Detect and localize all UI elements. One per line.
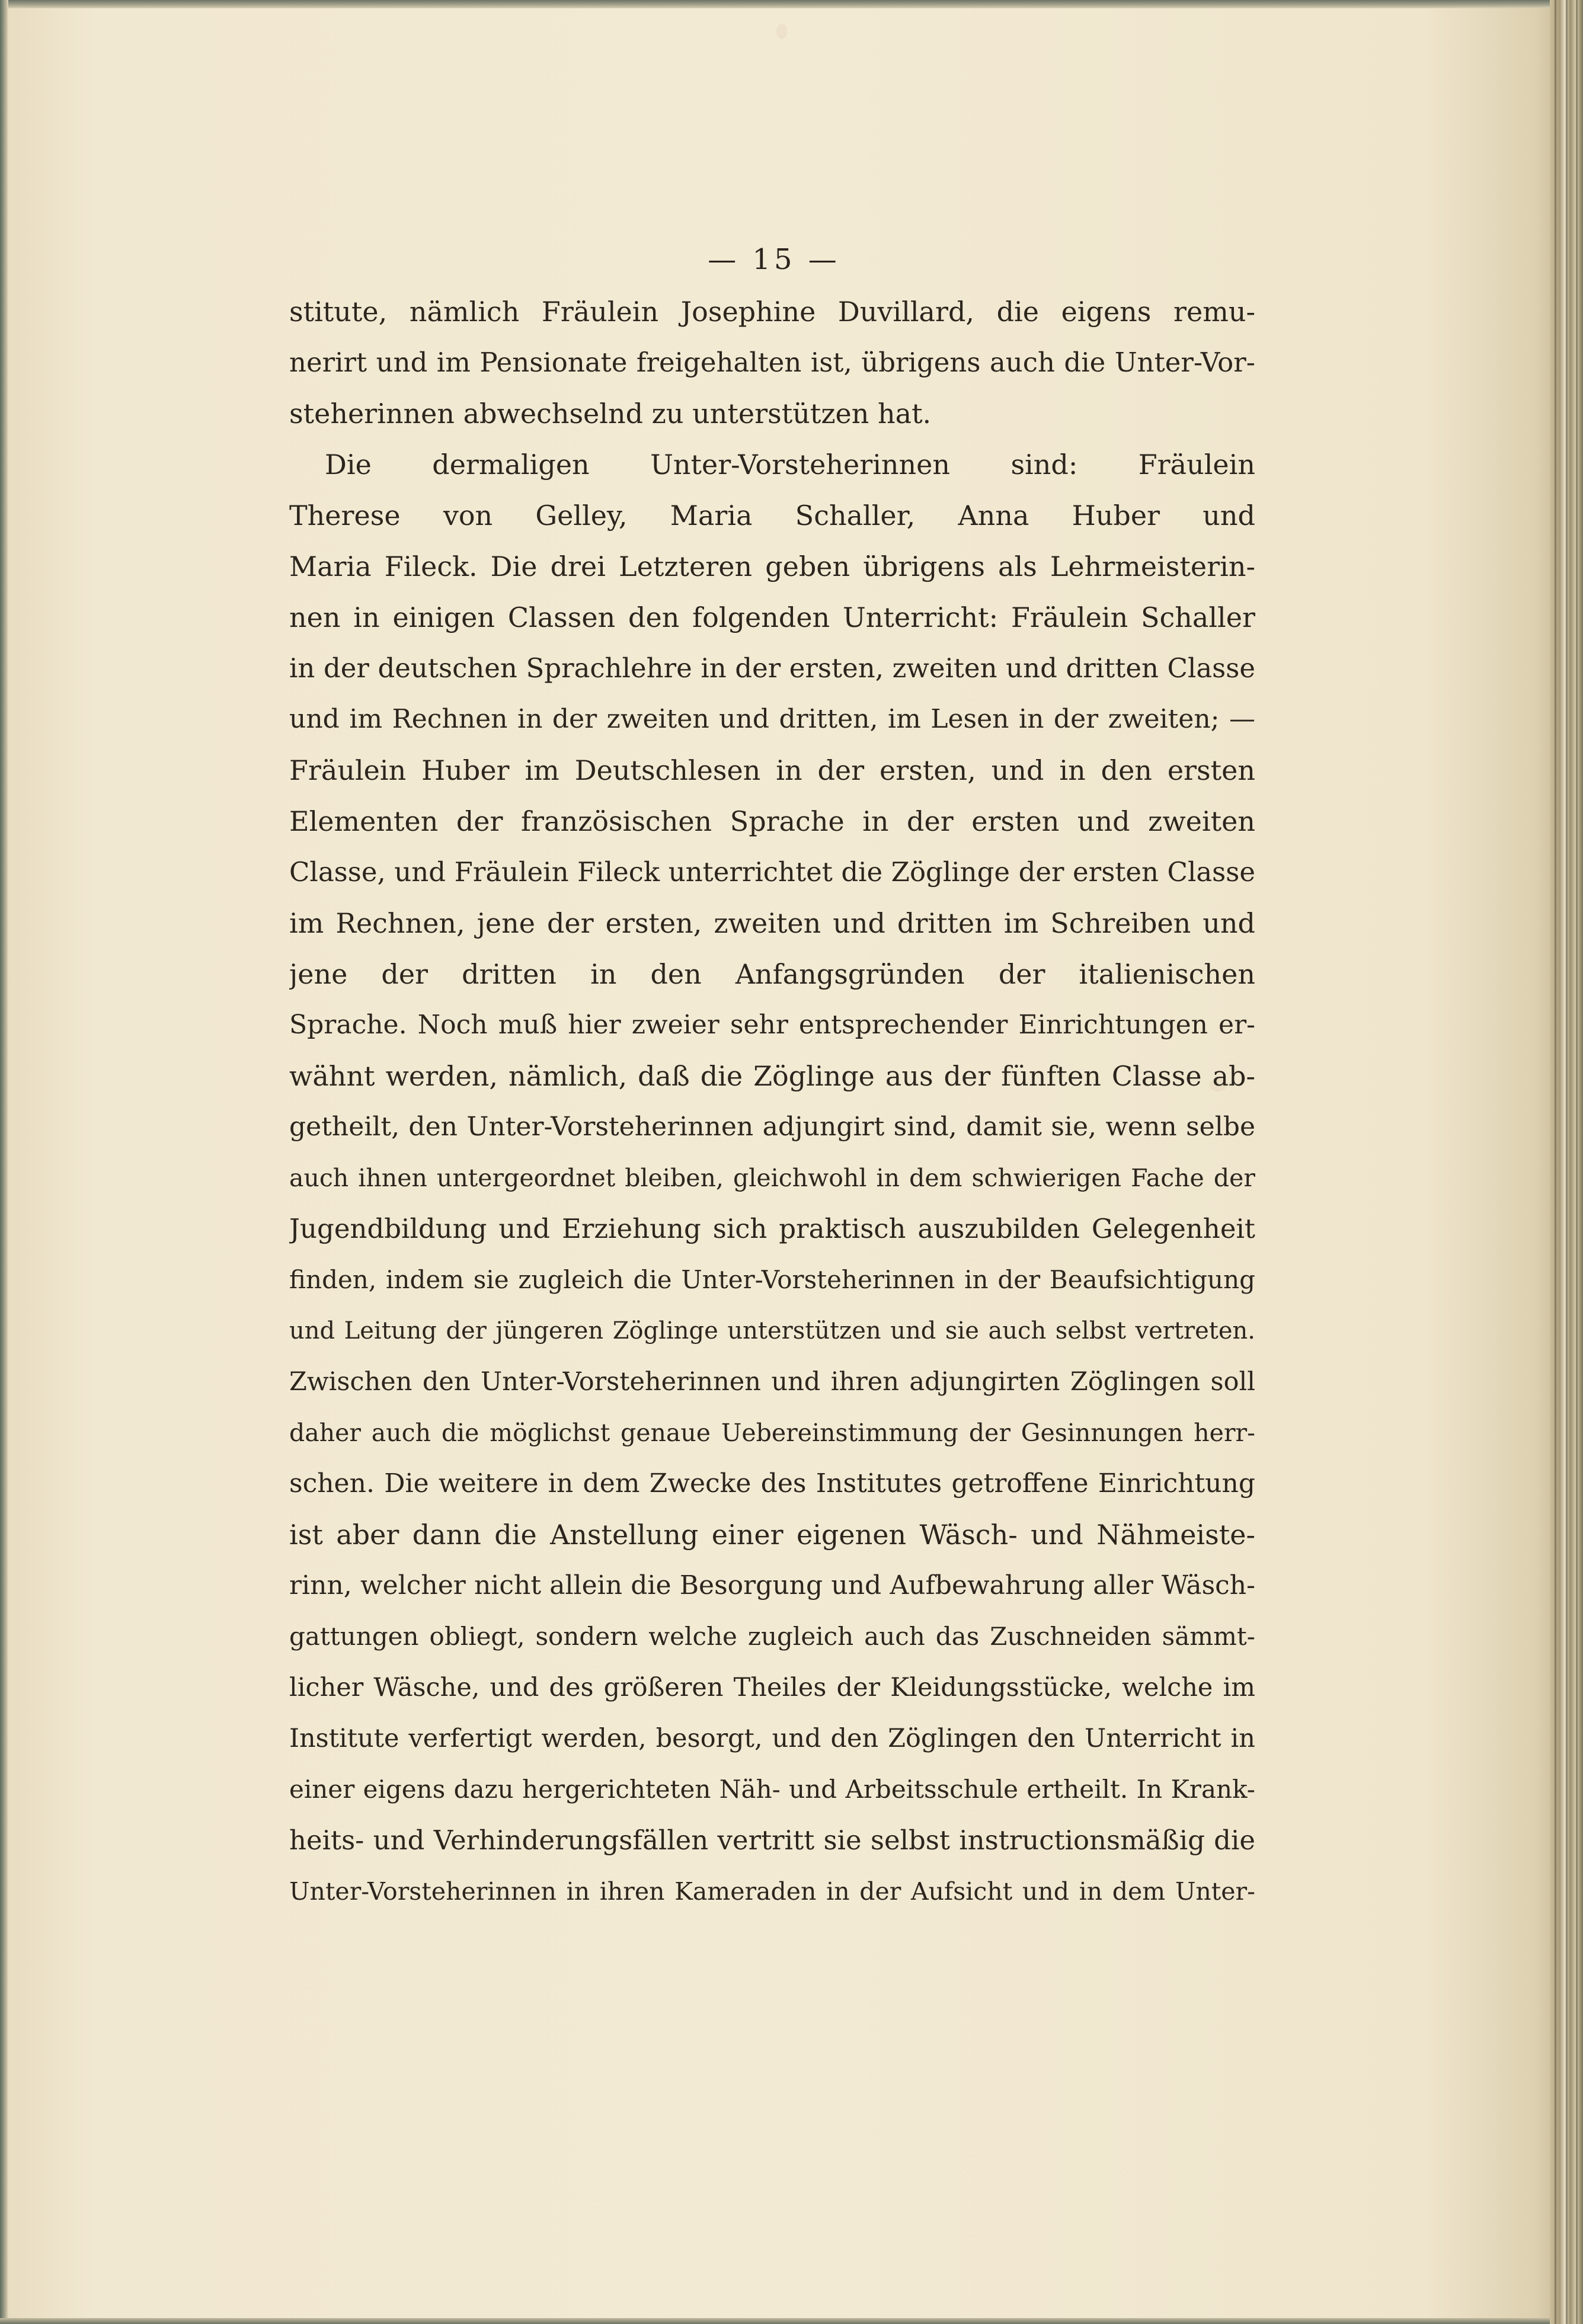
text-line: stitute, nämlich Fräulein Josephine Duvillard, die eigens remu-: [289, 296, 1255, 328]
text-line: daher auch die möglichst genaue Uebereinstimmung der Gesinnungen herr-: [289, 1419, 1255, 1447]
text-line: steherinnen abwechselnd zu unterstützen hat.: [289, 398, 932, 430]
text-line: Jugendbildung und Erziehung sich praktisch auszubilden Gelegenheit: [289, 1213, 1255, 1244]
text-line: und im Rechnen in der zweiten und dritten, im Lesen in der zweiten; —: [289, 704, 1255, 734]
binding-edge-bottom: [0, 2318, 1583, 2324]
text-line: Therese von Gelley, Maria Schaller, Anna Huber und: [289, 500, 1255, 532]
gutter-line: [1566, 0, 1568, 2324]
text-line: nerirt und im Pensionate freigehalten ist, übrigens auch die Unter-Vor-: [289, 347, 1255, 378]
book-gutter: [1550, 0, 1583, 2324]
text-line: Sprache. Noch muß hier zweier sehr entsprechender Einrichtungen er-: [289, 1010, 1255, 1040]
gutter-line: [1576, 0, 1578, 2324]
text-line: und Leitung der jüngeren Zöglinge unterstützen und sie auch selbst vertreten.: [289, 1317, 1255, 1345]
text-line: im Rechnen, jene der ersten, zweiten und dritten im Schreiben und: [289, 907, 1255, 939]
text-line: schen. Die weitere in dem Zwecke des Institutes getroffene Einrichtung: [289, 1468, 1255, 1499]
text-line: Die dermaligen Unter-Vorsteherinnen sind: Fräulein: [325, 449, 1255, 481]
text-line: Maria Fileck. Die drei Letzteren geben übrigens als Lehrmeisterin-: [289, 550, 1255, 582]
text-line: nen in einigen Classen den folgenden Unterricht: Fräulein Schaller: [289, 601, 1255, 633]
text-line: wähnt werden, nämlich, daß die Zöglinge aus der fünften Classe ab-: [289, 1060, 1255, 1092]
gutter-line: [1555, 0, 1556, 2324]
page-number: — 15 —: [708, 243, 840, 276]
body-text: [289, 286, 1255, 1917]
binding-edge-top: [0, 0, 1583, 8]
text-line: Fräulein Huber im Deutschlesen in der ersten, und in den ersten: [289, 754, 1255, 786]
text-line: rinn, welcher nicht allein die Besorgung und Aufbewahrung aller Wäsch-: [289, 1570, 1255, 1600]
paper-speck: [776, 24, 787, 39]
text-line: gattungen obliegt, sondern welche zugleich auch das Zuschneiden sämmt-: [289, 1622, 1255, 1651]
text-line: finden, indem sie zugleich die Unter-Vorsteherinnen in der Beaufsichtigung: [289, 1265, 1255, 1294]
text-line: Elementen der französischen Sprache in der ersten und zweiten: [289, 805, 1255, 837]
text-line: Institute verfertigt werden, besorgt, und den Zöglingen den Unterricht in: [289, 1724, 1255, 1753]
text-line: ist aber dann die Anstellung einer eigenen Wäsch- und Nähmeiste-: [289, 1519, 1255, 1551]
text-line: licher Wäsche, und des größeren Theiles der Kleidungsstücke, welche im: [289, 1673, 1255, 1702]
text-line: einer eigens dazu hergerichteten Näh- und Arbeitsschule ertheilt. In Krank-: [289, 1775, 1255, 1804]
text-line: heits- und Verhinderungsfällen vertritt sie selbst instructionsmäßig die: [289, 1824, 1255, 1856]
text-line: getheilt, den Unter-Vorsteherinnen adjungirt sind, damit sie, wenn selbe: [289, 1112, 1255, 1142]
text-line: Zwischen den Unter-Vorsteherinnen und ihren adjungirten Zöglingen soll: [289, 1367, 1255, 1397]
text-line: auch ihnen untergeordnet bleiben, gleichwohl in dem schwierigen Fache der: [289, 1164, 1255, 1192]
text-line: Classe, und Fräulein Fileck unterrichtet die Zöglinge der ersten Classe: [289, 856, 1255, 888]
text-line: Unter-Vorsteherinnen in ihren Kameraden in der Aufsicht und in dem Unter-: [289, 1877, 1255, 1906]
text-line: in der deutschen Sprachlehre in der ersten, zweiten und dritten Classe: [289, 652, 1255, 684]
text-line: jene der dritten in den Anfangsgründen der italienischen: [289, 958, 1255, 990]
binding-edge-left: [0, 0, 8, 2324]
